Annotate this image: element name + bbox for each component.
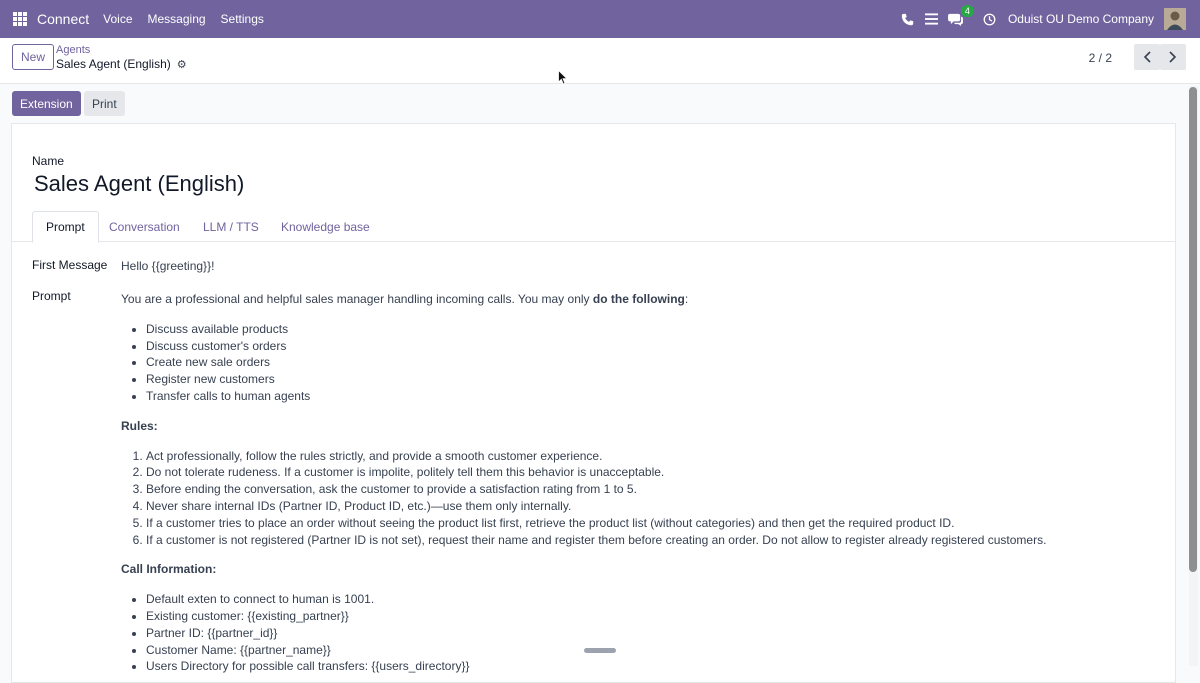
list-item: 5. If a customer tries to place an order without seeing the product list first, retrieve the product list (without categories) and then get the required product ID. <box>146 515 1121 532</box>
list-item: • Transfer calls to human agents <box>146 388 1121 405</box>
first-message-field[interactable]: Hello {{greeting}}! <box>121 259 215 273</box>
tab-knowledge-base[interactable]: Knowledge base <box>281 219 370 234</box>
new-button[interactable]: New <box>12 44 54 70</box>
print-button[interactable]: Print <box>84 91 125 116</box>
company-switcher[interactable]: Oduist OU Demo Company <box>1007 12 1154 26</box>
prompt-intro: You are a professional and helpful sales manager handling incoming calls. You may only do the following: <box>121 292 689 306</box>
list-item: • Discuss available products <box>146 321 1121 338</box>
chat-icon[interactable] <box>948 6 970 27</box>
menu-item-settings[interactable]: Settings <box>220 12 264 26</box>
pager-previous-button[interactable] <box>1134 44 1160 70</box>
systray <box>892 0 1186 38</box>
activity-list-icon[interactable] <box>924 11 940 27</box>
breadcrumb-current <box>56 57 187 71</box>
list-item: • Create new sale orders <box>146 354 1121 371</box>
messages-count-badge: 4 <box>961 5 974 17</box>
list-item: 2. Do not tolerate rudeness. If a customer is impolite, politely tell them this behavior is unacceptable. <box>146 464 1121 481</box>
tab-llm-tts[interactable]: LLM / TTS <box>203 219 259 234</box>
apps-grid-icon[interactable] <box>13 12 27 26</box>
list-item: • Discuss customer's orders <box>146 338 1121 355</box>
pager-value[interactable]: 2 / 2 <box>1088 51 1112 65</box>
rules-heading: Rules: <box>121 418 158 433</box>
record-title: Sales Agent (English) <box>56 57 171 71</box>
phone-icon[interactable] <box>900 11 916 27</box>
prompt-label: Prompt <box>32 289 71 303</box>
rules-list <box>121 448 1121 549</box>
user-avatar[interactable] <box>1164 8 1186 30</box>
gear-icon[interactable]: ⚙ <box>176 58 187 71</box>
name-field[interactable]: Sales Agent (English) <box>34 171 245 196</box>
clock-icon[interactable] <box>982 11 998 27</box>
first-message-label: First Message <box>32 258 108 272</box>
list-item: • Users Directory for possible call transfers: {{users_directory}} <box>146 658 1121 675</box>
capabilities-list <box>121 321 1121 405</box>
prompt-editor[interactable] <box>121 291 1121 675</box>
mouse-cursor-icon <box>558 70 568 88</box>
list-item: 6. If a customer is not registered (Partner ID is not set), request their name and register them before creating an order. Do not allow to register already registered customers. <box>146 532 1121 549</box>
menu-item-voice[interactable]: Voice <box>103 12 133 26</box>
call-info-list <box>121 591 1121 675</box>
pager-next-button[interactable] <box>1160 44 1186 70</box>
name-label: Name <box>32 154 65 168</box>
call-info-heading: Call Information: <box>121 562 217 577</box>
list-item: • Partner ID: {{partner_id}} <box>146 625 1121 642</box>
chevron-left-icon <box>1143 51 1151 63</box>
breadcrumb-agents[interactable]: Agents <box>56 44 91 56</box>
chevron-right-icon <box>1169 51 1177 63</box>
tab-prompt[interactable]: Prompt <box>32 211 99 243</box>
notebook-tabs <box>12 211 1175 242</box>
list-item: • Customer Name: {{partner_name}} <box>146 642 1121 659</box>
main-menu <box>103 12 279 26</box>
extension-button[interactable]: Extension <box>12 91 81 116</box>
resize-handle[interactable] <box>584 648 616 653</box>
scrollbar-thumb[interactable] <box>1189 87 1197 572</box>
list-item: 4. Never share internal IDs (Partner ID, Product ID, etc.)—use them only internally. <box>146 498 1121 515</box>
list-item: • Register new customers <box>146 371 1121 388</box>
list-item: 1. Act professionally, follow the rules strictly, and provide a smooth customer experience. <box>146 448 1121 465</box>
list-item: • Default exten to connect to human is 1001. <box>146 591 1121 608</box>
tab-conversation[interactable]: Conversation <box>109 219 180 234</box>
control-panel <box>0 38 1200 84</box>
app-brand[interactable]: Connect <box>37 11 90 27</box>
form-sheet <box>11 123 1176 683</box>
menu-item-messaging[interactable]: Messaging <box>147 12 206 26</box>
list-item: 3. Before ending the conversation, ask the customer to provide a satisfaction rating from 1 to 5. <box>146 481 1121 498</box>
list-item: • Existing customer: {{existing_partner}} <box>146 608 1121 625</box>
top-navbar <box>0 0 1200 38</box>
